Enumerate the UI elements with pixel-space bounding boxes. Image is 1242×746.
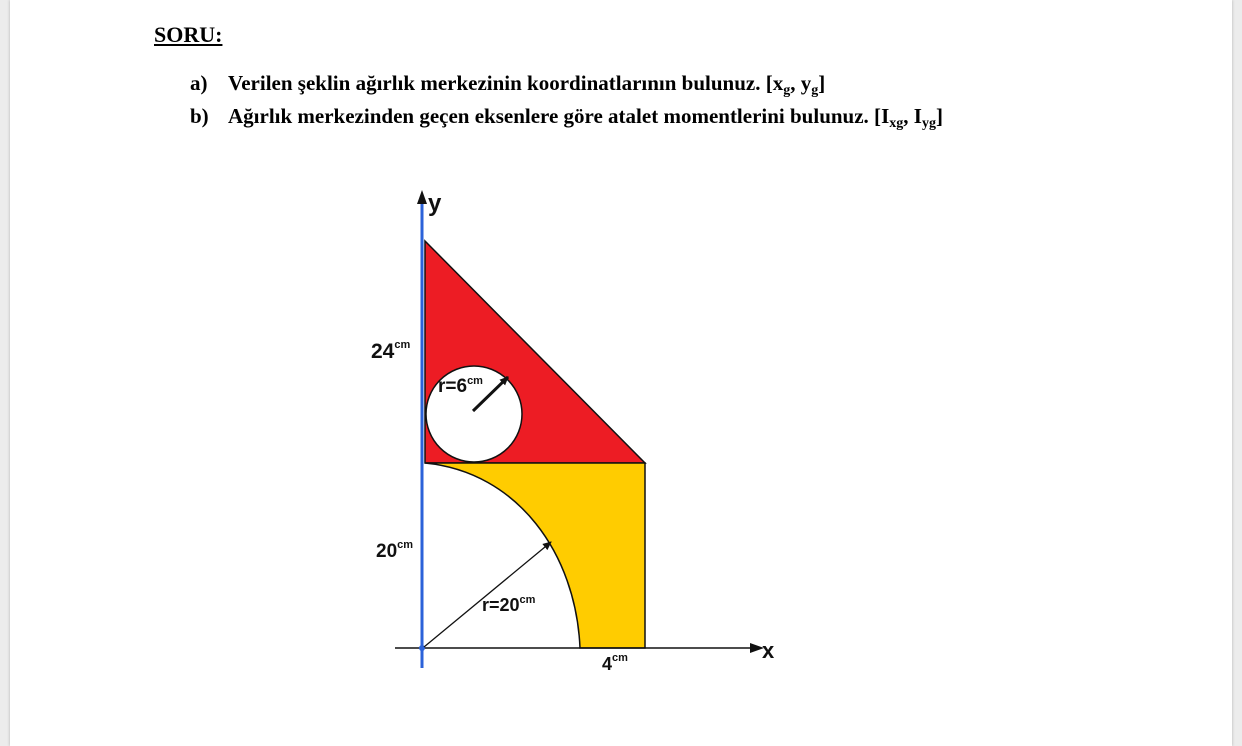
question-a-var1-sub: g [783,83,791,98]
dim-rect-height-value: 20 [376,541,398,562]
arc-radius-label [482,594,536,615]
origin-point [419,645,425,651]
question-b-var2-sub: yg [921,116,936,131]
dim-triangle-height-label [371,339,410,363]
dim-width-unit: cm [612,652,628,664]
question-a-text: Verilen şeklin ağırlık merkezinin koordinatlarının bulunuz. [ [228,71,773,95]
red-triangle-region [425,241,645,463]
y-axis-arrow-icon [417,190,427,204]
question-b-label: b) [190,104,209,128]
question-b-var1: I [881,104,890,128]
question-b-text: Ağırlık merkezinden geçen eksenlere göre atalet momentlerini bulunuz. [ [228,104,882,128]
dim-rect-height-unit: cm [397,539,414,551]
question-b-sep: , [903,104,914,128]
question-a-var2: y [800,71,812,95]
question-b-close: ] [935,104,943,128]
dim-triangle-height-value: 24 [371,340,395,363]
dim-width-label [602,652,628,674]
dim-rect-height-label [376,539,413,562]
dim-width-value: 4 [602,654,613,674]
question-a-var2-sub: g [811,83,819,98]
hole-radius-value: r=6 [438,376,468,397]
x-axis-label: x [762,638,775,663]
question-a-label: a) [190,71,208,95]
question-b-var2: I [913,104,922,128]
question-a-sep: , [790,71,801,95]
question-title: SORU: [154,22,223,47]
y-axis-label: y [428,190,442,217]
question-a-var1: x [772,71,784,95]
hole-radius-unit: cm [467,375,483,387]
question-b-var1-sub: xg [889,116,904,131]
hole-radius-label [438,375,483,397]
arc-radius-unit: cm [519,594,536,606]
question-a-close: ] [818,71,826,95]
dim-triangle-height-unit: cm [394,339,411,351]
arc-radius-value: r=20 [482,595,520,615]
